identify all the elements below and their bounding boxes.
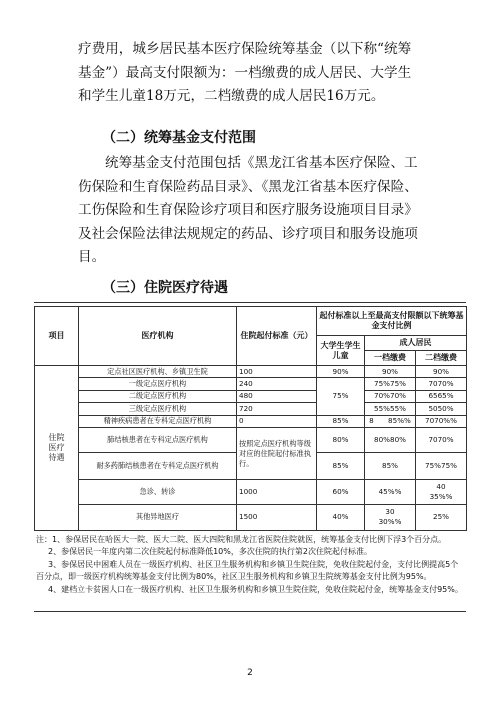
header-tier2: 二档缴费 bbox=[416, 351, 467, 366]
row-tier1-ratio: 85% bbox=[365, 452, 416, 479]
section2-line-4: 及社会保险法律法规规定的药品、诊疗项目和服务设施项 bbox=[78, 225, 418, 242]
row-tier1-ratio: 80%80% bbox=[365, 428, 416, 453]
row-institution: 定点社区医疗机构、乡镇卫生院 bbox=[79, 365, 237, 377]
row-tier2-ratio: 7070%% bbox=[416, 415, 467, 427]
section2-line-1: 统筹基金支付范围包括《黑龙江省基本医疗保险、工 bbox=[105, 155, 418, 171]
row-institution: 二级定点医疗机构 bbox=[79, 390, 237, 402]
threshold-note: 按照定点医疗机构等级对应的住院起付标准执行。 bbox=[237, 428, 317, 480]
row-threshold: 1000 bbox=[237, 480, 317, 505]
row-institution: 其他异地医疗 bbox=[79, 504, 237, 530]
row-tier2-ratio: 90% bbox=[416, 365, 467, 377]
row-tier2-ratio: 25% bbox=[416, 504, 467, 530]
row-student-ratio: 60% bbox=[317, 480, 365, 505]
row-student-ratio: 40% bbox=[317, 504, 365, 530]
table-notes bbox=[36, 534, 464, 596]
header-institution: 医疗机构 bbox=[79, 307, 237, 366]
note-2: 2、参保居民一年度内第二次住院起付标准降低10%，多次住院的执行第2次住院起付标准。 bbox=[48, 547, 372, 557]
row-institution: 精神疾病患者在专科定点医疗机构 bbox=[79, 415, 237, 427]
row-student-ratio: 85% bbox=[317, 452, 365, 479]
row-institution: 耐多药肺结核患者在专科定点医疗机构 bbox=[79, 452, 237, 479]
row-tier2-ratio: 5050% bbox=[416, 403, 467, 415]
row-threshold: 720 bbox=[237, 403, 317, 415]
row-tier1-ratio: 45%% bbox=[365, 480, 416, 505]
row-threshold: 0 bbox=[237, 415, 317, 427]
section2-line-3: 工伤保险和生育保险诊疗项目和医疗服务设施项目目录》 bbox=[78, 202, 418, 218]
note-3: 3、参保居民中困难人员在一级医疗机构、社区卫生服务机构和乡镇卫生院住院，免收住院起付金，支付比例提高5个百分点，即一级医疗机构统筹基金支付比例为80%，社区卫生服务机构和乡镇卫生院统筹基金支付比例为95%。 bbox=[36, 559, 459, 582]
section3-heading: （三）住院医疗待遇 bbox=[102, 280, 228, 296]
row-tier2-ratio: 7070% bbox=[416, 428, 467, 453]
row-tier1-ratio: 55%55% bbox=[365, 403, 416, 415]
row-institution: 急诊、转诊 bbox=[79, 480, 237, 505]
table-top-rule bbox=[34, 302, 466, 303]
row-tier2-ratio: 6565% bbox=[416, 390, 467, 402]
header-adult: 成人居民 bbox=[365, 336, 467, 351]
row-institution: 一级定点医疗机构 bbox=[79, 378, 237, 390]
row-threshold: 100 bbox=[237, 365, 317, 377]
section2-line-2: 伤保险和生育保险药品目录》、《黑龙江省基本医疗保险、 bbox=[78, 178, 418, 195]
row-group-label: 住院医疗待遇 bbox=[35, 365, 79, 530]
row-threshold: 480 bbox=[237, 390, 317, 402]
row-tier1-ratio: 8 85%% bbox=[365, 415, 416, 427]
header-payment-ratio: 起付标准以上至最高支付限额以下统筹基金支付比例 bbox=[317, 307, 467, 336]
section2-heading: （二）统筹基金支付范围 bbox=[102, 130, 256, 146]
row-tier2-ratio: 40 35%% bbox=[416, 480, 467, 505]
row-institution: 肺结核患者在专科定点医疗机构 bbox=[79, 428, 237, 453]
header-tier1: 一档缴费 bbox=[365, 351, 416, 366]
hospitalization-benefit-table bbox=[34, 306, 467, 531]
header-student: 大学生学生儿童 bbox=[317, 336, 365, 365]
row-threshold: 1500 bbox=[237, 504, 317, 530]
row-student-ratio: 75% bbox=[317, 378, 365, 415]
row-institution: 三级定点医疗机构 bbox=[79, 403, 237, 415]
section2-line-5: 目。 bbox=[78, 249, 106, 265]
row-tier1-ratio: 70%70% bbox=[365, 390, 416, 402]
header-threshold: 住院起付标准（元） bbox=[237, 307, 317, 366]
row-student-ratio: 80% bbox=[317, 428, 365, 453]
notes-bottom-rule bbox=[34, 611, 466, 612]
header-item: 项目 bbox=[35, 307, 79, 366]
intro-line-2: 基金”）最高支付限额为：一档缴费的成人居民、大学生 bbox=[78, 64, 412, 81]
page-number: 2 bbox=[247, 668, 253, 678]
intro-paragraph bbox=[78, 38, 443, 109]
note-1: 注：1、参保居民在哈医大一院、医大二院、医大四院和黑龙江省医院住院就医，统筹基金支付比例下浮3个百分点。 bbox=[36, 535, 447, 544]
section2-paragraph bbox=[78, 152, 443, 270]
row-tier2-ratio: 7070% bbox=[416, 378, 467, 390]
note-4: 4、建档立卡贫困人口在一级医疗机构、社区卫生服务机构和乡镇卫生院住院，免收住院起付金，统筹基金支付95%。 bbox=[48, 584, 463, 594]
row-tier2-ratio: 75%75% bbox=[416, 452, 467, 479]
intro-line-3: 和学生儿童18万元，二档缴费的成人居民16万元。 bbox=[78, 88, 385, 104]
row-tier1-ratio: 75%75% bbox=[365, 378, 416, 390]
intro-line-1: 疗费用，城乡居民基本医疗保险统筹基金（以下称“统筹 bbox=[78, 41, 412, 57]
row-student-ratio: 85% bbox=[317, 415, 365, 427]
row-tier1-ratio: 90% bbox=[365, 365, 416, 377]
row-threshold: 240 bbox=[237, 378, 317, 390]
row-tier1-ratio: 30 30%% bbox=[365, 504, 416, 530]
row-student-ratio: 90% bbox=[317, 365, 365, 377]
